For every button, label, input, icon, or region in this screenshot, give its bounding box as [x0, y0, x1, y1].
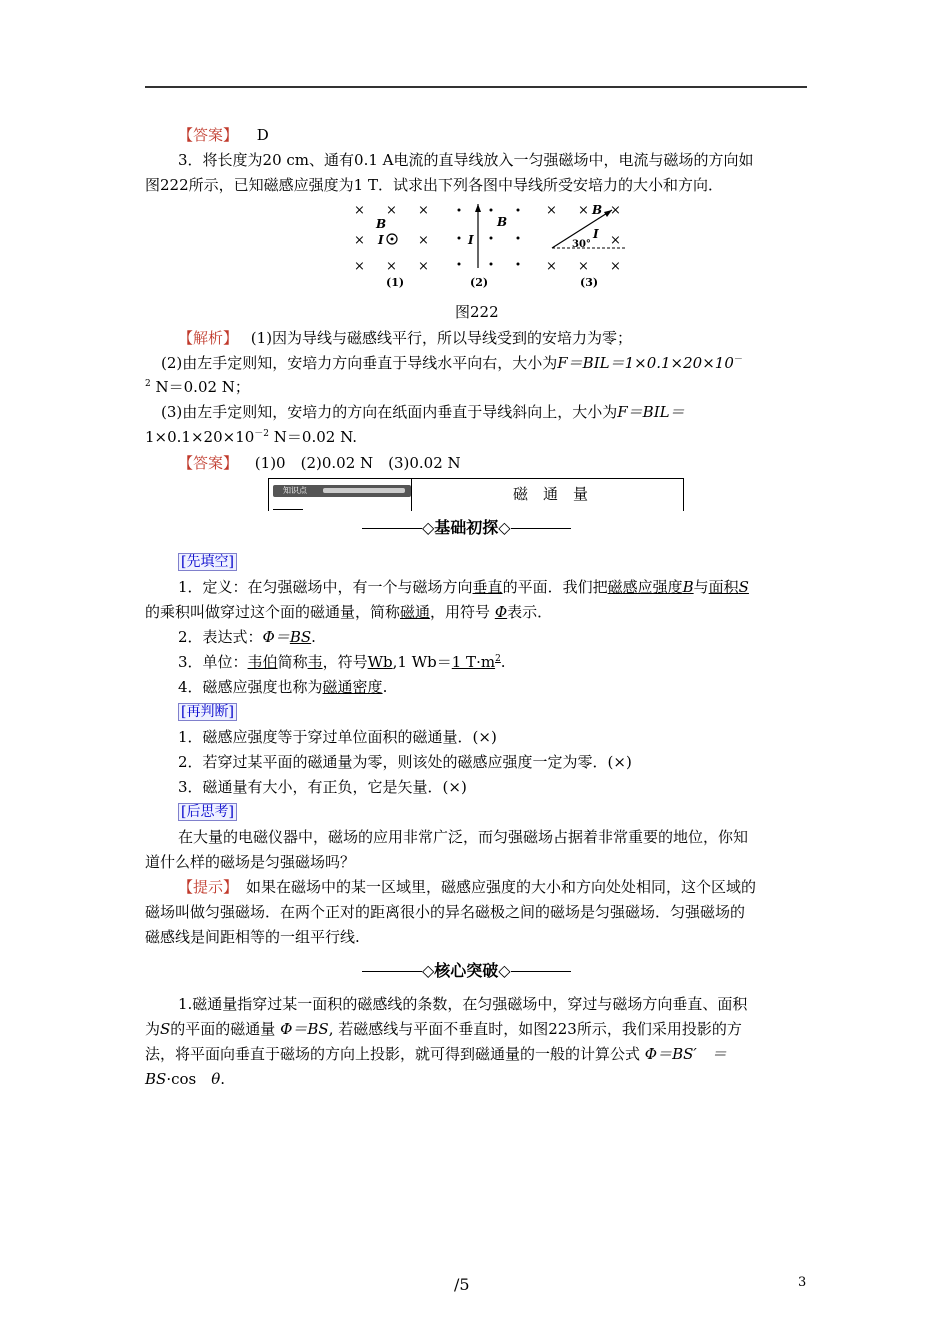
figure-caption: 图222 [455, 303, 499, 321]
svg-text:×: × [386, 259, 397, 274]
answer-1 [178, 124, 269, 145]
svg-text:×: × [578, 203, 589, 218]
analysis-label: 【解析】 [178, 329, 239, 347]
label-B-3: B [592, 203, 603, 217]
svg-text:×: × [418, 203, 429, 218]
panel-3 [546, 203, 625, 289]
panel-1 [354, 203, 429, 289]
hint-line3: 磁感线是间距相等的一组平行线. [145, 928, 360, 946]
fill-tag: [先填空] [178, 551, 237, 571]
svg-text:×: × [354, 259, 365, 274]
label-I-2: I [468, 233, 474, 247]
think-tag: [后思考] [178, 801, 237, 821]
svg-text:×: × [354, 233, 365, 248]
judge-tag: [再判断] [178, 701, 237, 721]
sub2: (2) [470, 276, 489, 289]
topic-banner [268, 478, 684, 511]
svg-text:×: × [386, 203, 397, 218]
svg-text:×: × [354, 203, 365, 218]
analysis-p2-cont: $^2$ N＝0.02 N； [145, 378, 250, 396]
label-I-1: I [378, 233, 384, 247]
svg-text:×: × [610, 233, 621, 248]
label-B-2: B [497, 215, 508, 229]
core-line4: BS·cos θ. [145, 1070, 226, 1088]
panel-2 [458, 204, 520, 289]
think-line1: 在大量的电磁仪器中，磁场的应用非常广泛，而匀强磁场占据着非常重要的地位，你知 [178, 828, 749, 846]
topic-badge: 知识点 [273, 485, 411, 497]
sub1: (1) [386, 276, 405, 289]
answer-2: 【答案】 (1)0 (2)0.02 N (3)0.02 N [178, 454, 461, 472]
topic-title: 磁 通 量 [513, 485, 589, 503]
section-core: ◇核心突破◇ [362, 958, 571, 981]
svg-text:×: × [546, 203, 557, 218]
question-3-line1: 3．将长度为20 cm、通有0.1 A电流的直导线放入一匀强磁场中，电流与磁场的方向如 [178, 151, 754, 169]
analysis-p1: 【解析】 (1)因为导线与磁感线平行，所以导线受到的安培力为零； [178, 329, 633, 347]
judge-item-1: 1．磁感应强度等于穿过单位面积的磁通量．(×) [178, 728, 497, 746]
hint-line1: 【提示】 如果在磁场中的某一区域里，磁感应强度的大小和方向处处相同，这个区域的 [178, 878, 757, 896]
answer-label: 【答案】 [178, 126, 239, 144]
fill-item-4: 4．磁感应强度也称为磁通密度. [178, 678, 388, 696]
answer-text: D [256, 126, 269, 144]
svg-text:×: × [578, 259, 589, 274]
hint-line2: 磁场叫做匀强磁场．在两个正对的距离很小的异名磁极之间的磁场是匀强磁场．匀强磁场的 [145, 903, 746, 921]
header-rule [145, 86, 807, 88]
angle-label: 30° [572, 239, 591, 250]
fill-item-2: 2．表达式：Φ＝BS. [178, 628, 316, 646]
judge-item-3: 3．磁通量有大小，有正负，它是矢量．(×) [178, 778, 467, 796]
svg-text:×: × [418, 233, 429, 248]
figure-222 [340, 198, 640, 294]
think-line2: 道什么样的磁场是匀强磁场吗？ [145, 853, 356, 871]
question-3-line2: 图222所示，已知磁感应强度为1 T．试求出下列各图中导线所受安培力的大小和方向． [145, 176, 723, 194]
label-B-1: B [376, 217, 387, 231]
svg-text:×: × [610, 259, 621, 274]
svg-text:×: × [610, 203, 621, 218]
fill-item-1: 1．定义：在匀强磁场中，有一个与磁场方向垂直的平面．我们把磁感应强度B与面积S [178, 578, 749, 596]
analysis-p3: (3)由左手定则知，安培力的方向在纸面内垂直于导线斜向上，大小为F＝BIL＝ [161, 403, 685, 421]
judge-item-2: 2．若穿过某平面的磁通量为零，则该处的磁感应强度一定为零．(×) [178, 753, 632, 771]
svg-text:×: × [546, 259, 557, 274]
analysis-p3-cont: $1\times 0.1\times 20\times 10^{-2}$ N＝0.02 N. [145, 428, 358, 446]
fill-item-3: 3．单位：韦伯简称韦，符号Wb,1 Wb＝1 $T\cdot m^2$. [178, 653, 506, 671]
page-number: 3 [798, 1275, 807, 1290]
core-line2: 为S的平面的磁通量 Φ＝BS, 若磁感线与平面不垂直时，如图223所示，我们采用投影的方 [145, 1020, 742, 1038]
section-basic: ◇基础初探◇ [362, 515, 571, 538]
fill-item-1-cont: 的乘积叫做穿过这个面的磁通量，简称磁通，用符号 Φ表示． [145, 603, 553, 621]
svg-text:×: × [418, 259, 429, 274]
sub3: (3) [580, 276, 599, 289]
label-I-3: I [593, 227, 599, 241]
core-line1: 1.磁通量指穿过某一面积的磁感线的条数，在匀强磁场中，穿过与磁场方向垂直、面积 [178, 995, 748, 1013]
page-total: /5 [454, 1275, 470, 1294]
analysis-p2: (2)由左手定则知，安培力方向垂直于导线水平向右，大小为F＝BIL＝1×0.1×20×10－ [161, 354, 743, 372]
core-line3: 法，将平面向垂直于磁场的方向上投影，就可得到磁通量的一般的计算公式 Φ＝BS′ ＝ [145, 1045, 727, 1063]
